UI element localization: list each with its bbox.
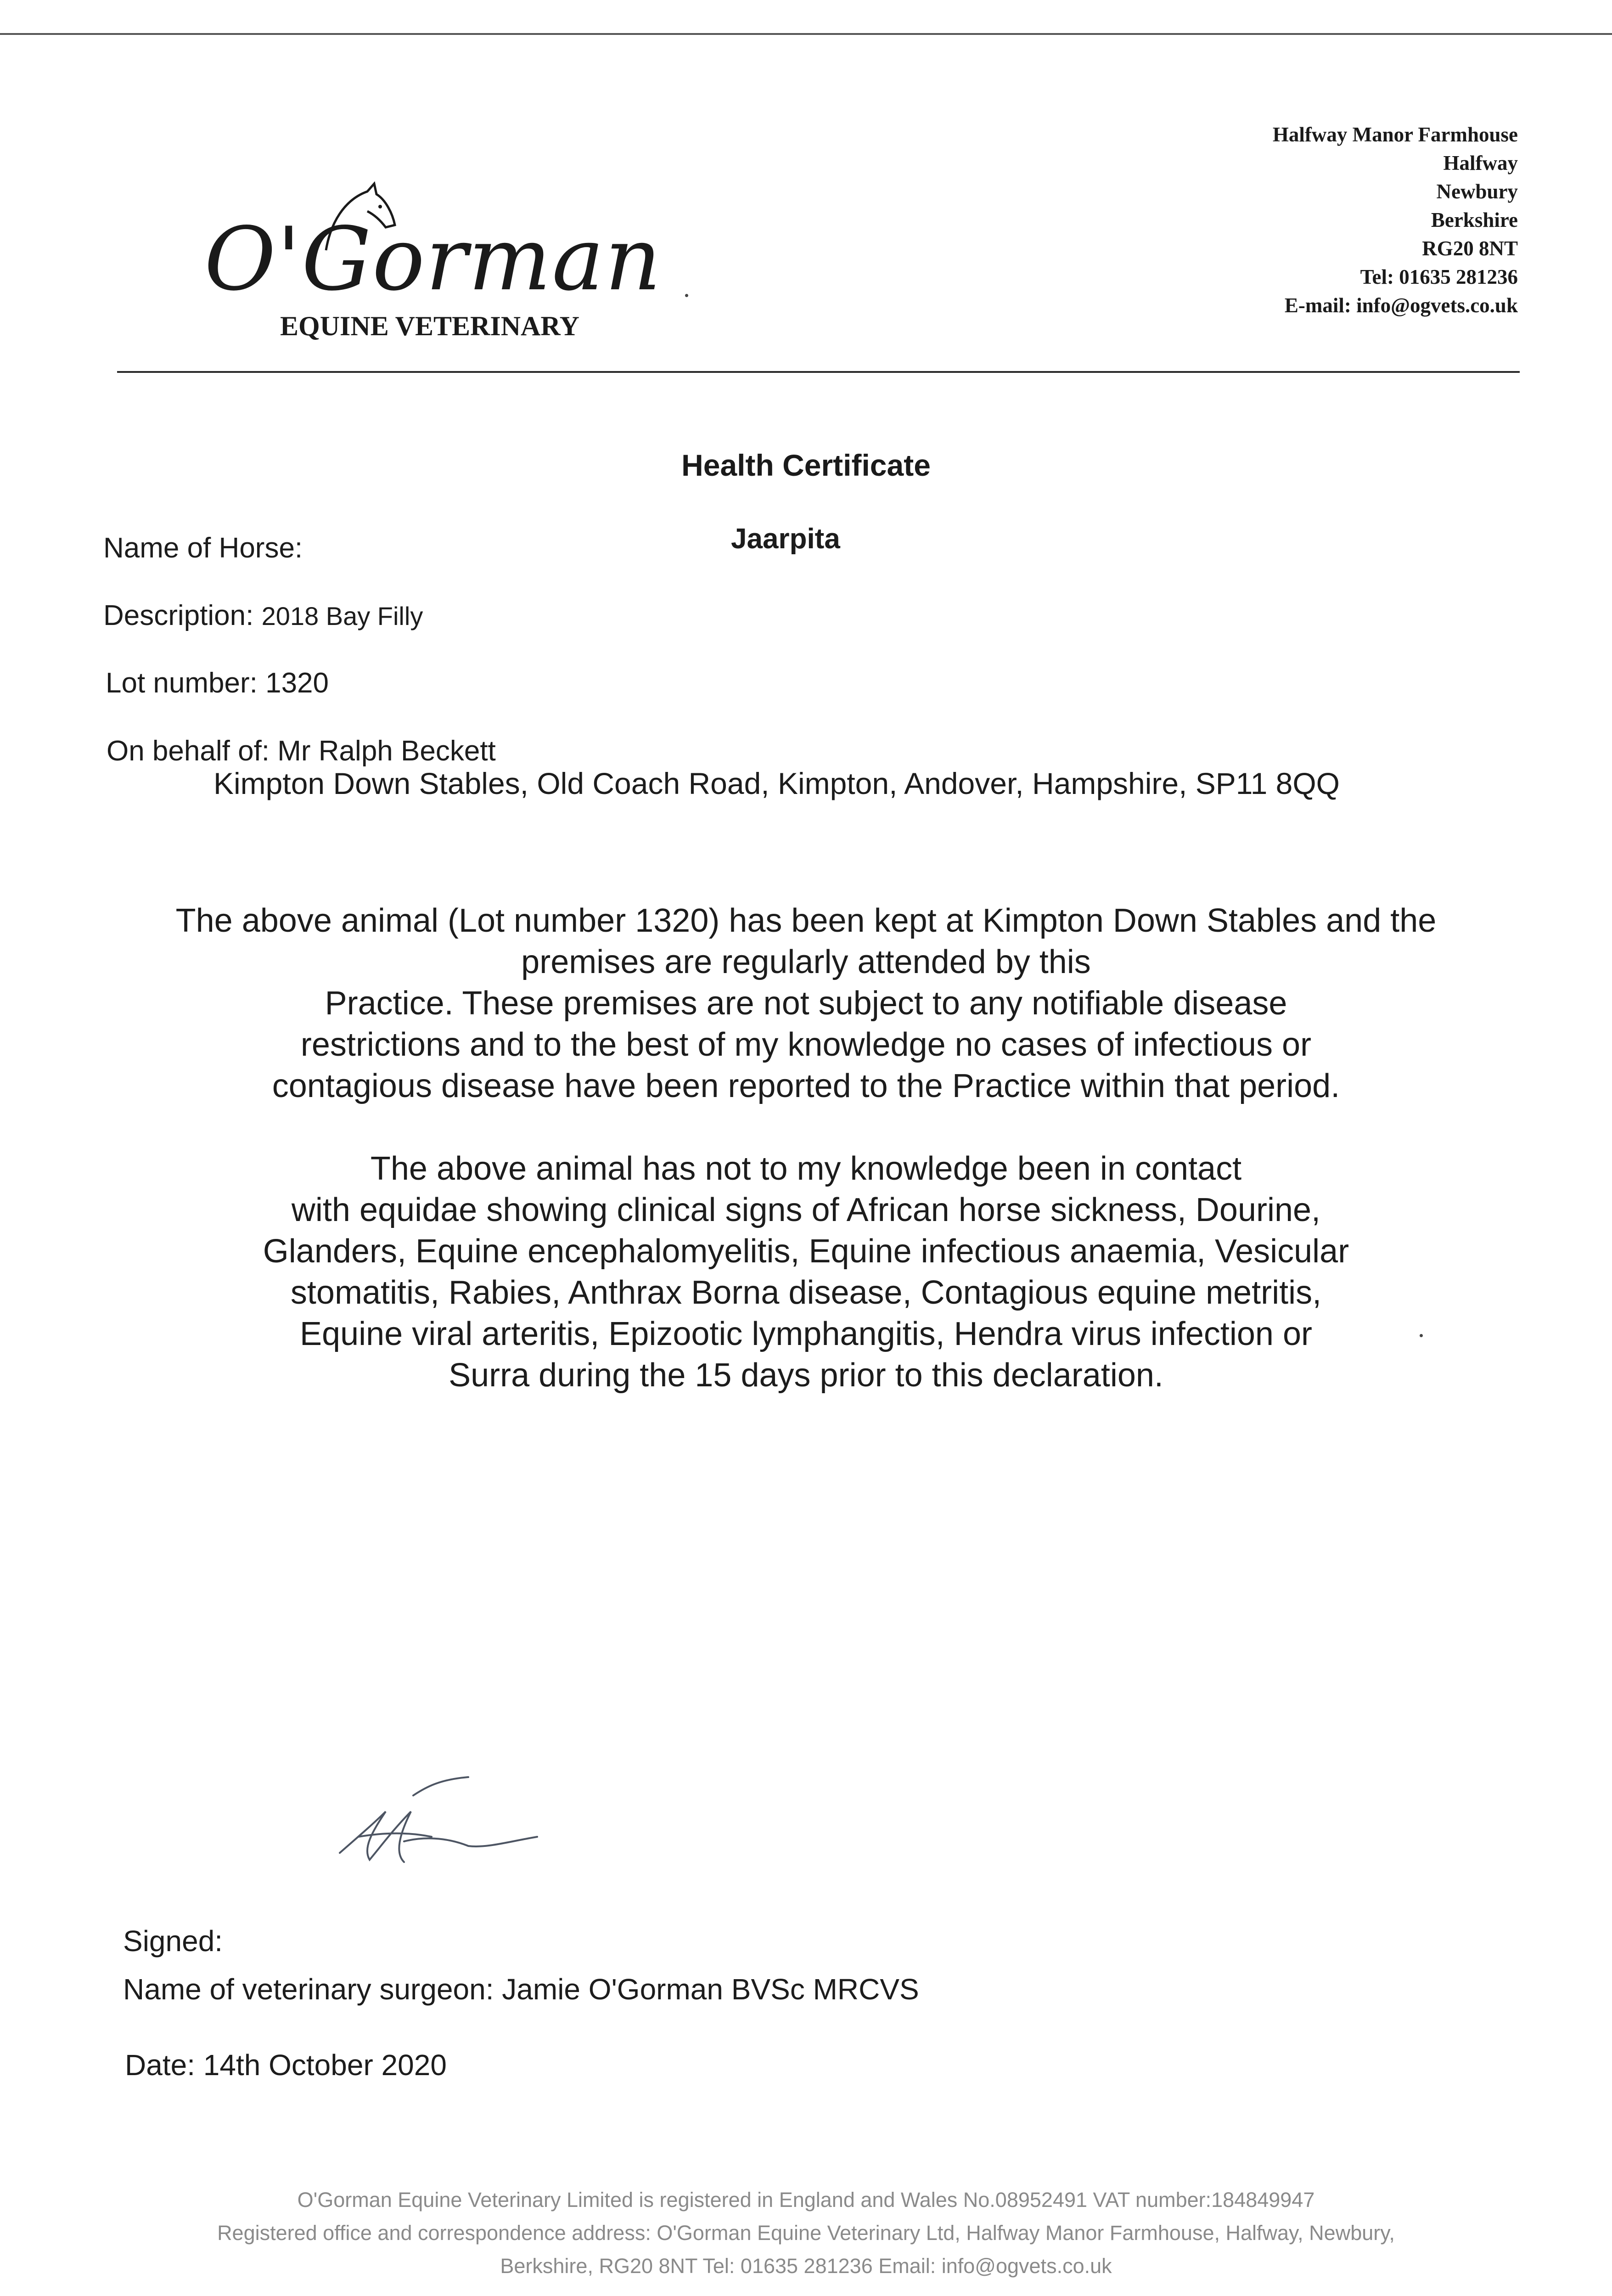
address-line: Berkshire	[1431, 208, 1518, 231]
paragraph-line: stomatitis, Rabies, Anthrax Borna disease, Contagious equine metritis,	[290, 1274, 1322, 1311]
certificate-title: Health Certificate	[681, 448, 931, 482]
surgeon-name: Jamie O'Gorman BVSc MRCVS	[502, 1973, 919, 2006]
paragraph-line: Surra during the 15 days prior to this declaration.	[449, 1357, 1163, 1394]
letterhead-rule	[117, 371, 1520, 373]
footer-line: Berkshire, RG20 8NT Tel: 01635 281236 Email: info@ogvets.co.uk	[500, 2254, 1112, 2278]
address-telephone: Tel: 01635 281236	[1360, 265, 1518, 288]
practice-address	[1273, 120, 1518, 320]
paragraph-line: premises are regularly attended by this	[521, 944, 1091, 980]
logo-wordmark: O'Gorman	[204, 208, 662, 310]
address-line: Halfway Manor Farmhouse	[1272, 123, 1518, 146]
lot-number-value: 1320	[265, 667, 329, 699]
description-value: 2018 Bay Filly	[261, 602, 423, 630]
signed-label: Signed:	[123, 1925, 223, 1958]
lot-number-row	[106, 667, 329, 699]
owner-address: Kimpton Down Stables, Old Coach Road, Kimpton, Andover, Hampshire, SP11 8QQ	[213, 766, 1340, 800]
address-line: RG20 8NT	[1422, 237, 1518, 260]
date-label: Date:	[125, 2048, 195, 2082]
paragraph-line: Equine viral arteritis, Epizootic lymphangitis, Hendra virus infection or	[300, 1316, 1312, 1352]
footer-line: Registered office and correspondence address: O'Gorman Equine Veterinary Ltd, Halfway Manor Farmhouse, Halfway, Newbury,	[217, 2221, 1395, 2245]
description-row	[103, 599, 423, 632]
logo-subtitle: EQUINE VETERINARY	[280, 311, 579, 341]
horse-name-label: Name of Horse:	[103, 532, 303, 564]
paragraph-line: The above animal (Lot number 1320) has been kept at Kimpton Down Stables and the	[175, 902, 1437, 939]
scan-speck	[1420, 1334, 1423, 1337]
date-row	[125, 2048, 447, 2082]
surgeon-row	[123, 1972, 919, 2006]
address-line: Halfway	[1443, 152, 1518, 174]
paragraph-line: Glanders, Equine encephalomyelitis, Equine infectious anaemia, Vesicular	[263, 1233, 1349, 1270]
description-label: Description:	[103, 600, 254, 631]
scan-speck	[685, 294, 688, 297]
paragraph-line: The above animal has not to my knowledge been in contact	[370, 1150, 1242, 1187]
paragraph-line: with equidae showing clinical signs of African horse sickness, Dourine,	[291, 1192, 1321, 1228]
date-value: 14th October 2020	[203, 2048, 447, 2082]
company-registration-footer	[0, 2183, 1612, 2283]
footer-line: O'Gorman Equine Veterinary Limited is registered in England and Wales No.08952491 VAT number:184849947	[297, 2188, 1315, 2212]
top-scan-rule	[0, 33, 1612, 35]
address-email: E-mail: info@ogvets.co.uk	[1284, 294, 1518, 317]
paragraph-line: Practice. These premises are not subject to any notifiable disease	[325, 985, 1287, 1022]
address-line: Newbury	[1436, 180, 1518, 203]
owner-name: Mr Ralph Beckett	[277, 735, 496, 767]
surgeon-label: Name of veterinary surgeon:	[123, 1973, 494, 2006]
premises-statement	[0, 900, 1612, 1107]
disease-contact-statement	[0, 1148, 1612, 1396]
horse-name-value: Jaarpita	[731, 523, 840, 555]
on-behalf-label: On behalf of:	[107, 735, 270, 767]
paragraph-line: contagious disease have been reported to the Practice within that period.	[272, 1068, 1340, 1104]
handwritten-signature	[331, 1768, 542, 1878]
lot-number-label: Lot number:	[106, 667, 258, 699]
paragraph-line: restrictions and to the best of my knowledge no cases of infectious or	[300, 1026, 1312, 1063]
on-behalf-row	[107, 735, 496, 767]
